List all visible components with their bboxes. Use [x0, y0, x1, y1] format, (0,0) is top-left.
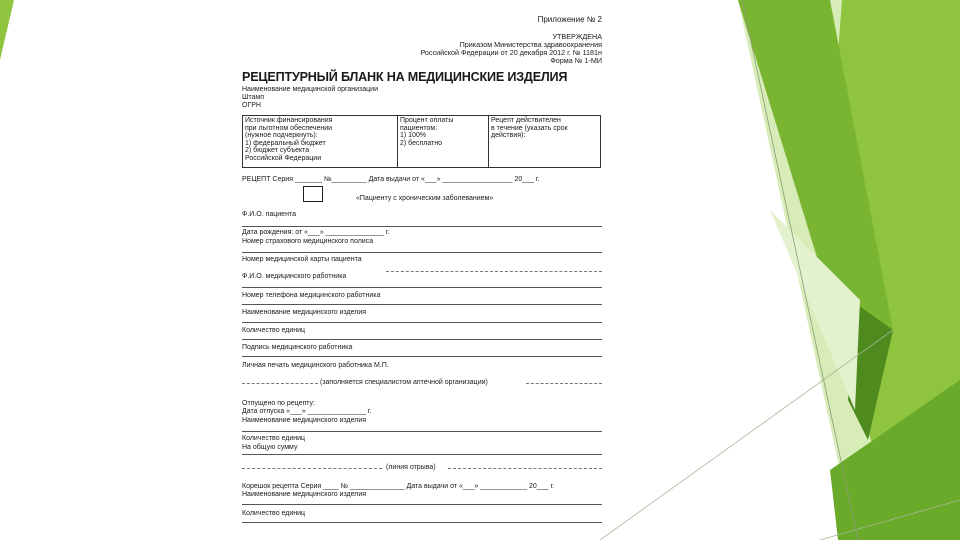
financing-source-cell	[243, 116, 398, 167]
stub-quantity-label: Количество единиц	[242, 510, 306, 517]
cell-line: Процент оплаты	[400, 117, 454, 124]
released-label: Отпущено по рецепту:	[242, 400, 315, 407]
cell-line: Источник финансирования	[245, 117, 333, 124]
payment-percent-cell	[398, 116, 489, 167]
stamp-label: Личная печать медицинского работника М.П.	[242, 362, 389, 369]
field-underline	[242, 356, 602, 357]
worker-name-label: Ф.И.О. медицинского работника	[242, 273, 347, 280]
dispense-date-label: Дата отпуска «___» _______________ г.	[242, 408, 372, 415]
cell-line: (нужное подчеркнуть):	[245, 132, 318, 140]
recipe-series-line: РЕЦЕПТ Серия _______ №_________ Дата выдачи от «___» __________________ 20___ г.	[242, 176, 540, 183]
quantity-label: Количество единиц	[242, 327, 306, 334]
form-number: Форма № 1-МИ	[550, 56, 602, 65]
cell-line: Рецепт действителен	[491, 117, 561, 124]
device-name-label: Наименование медицинского изделия	[242, 309, 367, 316]
cell-line: пациентом:	[400, 124, 438, 132]
order-line-2: Российской Федерации от 20 декабря 2012 г. № 1181н	[420, 48, 602, 57]
field-underline	[242, 454, 602, 455]
approved-label: УТВЕРЖДЕНА	[552, 32, 602, 41]
tear-line-right	[448, 468, 602, 469]
deco-left-sliver	[0, 0, 14, 60]
insurance-label: Номер страхового медицинского полиса	[242, 238, 374, 245]
field-underline	[242, 226, 602, 227]
dispense-quantity-label: Количество единиц	[242, 435, 306, 442]
org-line: ОГРН	[242, 102, 261, 110]
field-underline	[242, 431, 602, 432]
cell-line: 2) бюджет субъекта	[245, 147, 310, 155]
field-underline	[242, 339, 602, 340]
dashed-separator	[386, 271, 602, 272]
chronic-label: «Пациенту с хроническим заболеванием»	[356, 195, 494, 202]
dispense-total-label: На общую сумму	[242, 444, 298, 451]
cell-line: при льготном обеспечении	[245, 124, 333, 132]
stub-device-label: Наименование медицинского изделия	[242, 491, 367, 498]
cell-line: 2) бесплатно	[400, 139, 443, 147]
chronic-checkbox[interactable]	[303, 186, 323, 202]
field-underline	[242, 287, 602, 288]
financing-table	[242, 115, 601, 168]
tear-line-left	[242, 468, 382, 469]
field-underline	[242, 252, 602, 253]
prescription-form-document	[236, 0, 606, 540]
appendix-label: Приложение № 2	[537, 15, 602, 24]
card-number-label: Номер медицинской карты пациента	[242, 256, 362, 263]
field-underline	[242, 504, 602, 505]
stub-series-line: Корешок рецепта Серия ____ № ______________ Дата выдачи от «___» ____________ 20___ г.	[242, 483, 555, 490]
validity-cell	[489, 116, 600, 167]
patient-name-label: Ф.И.О. пациента	[242, 211, 296, 218]
organization-block	[242, 86, 378, 111]
org-line: Штамп	[242, 94, 265, 102]
tear-line-label: (линия отрыва)	[386, 464, 436, 471]
cell-line: действия):	[491, 132, 526, 140]
field-underline	[242, 304, 602, 305]
pharmacy-note: (заполняется специалистом аптечной организации)	[320, 379, 488, 386]
dashed-separator	[242, 383, 318, 384]
cell-line: Российской Федерации	[245, 154, 322, 162]
field-underline	[242, 322, 602, 323]
dispense-device-label: Наименование медицинского изделия	[242, 417, 367, 424]
cell-line: в течение (указать срок	[491, 124, 568, 132]
form-title: РЕЦЕПТУРНЫЙ БЛАНК НА МЕДИЦИНСКИЕ ИЗДЕЛИЯ	[242, 70, 568, 84]
cell-line: 1) 100%	[400, 132, 427, 140]
cell-line: 1) федеральный бюджет	[245, 139, 326, 147]
worker-phone-label: Номер телефона медицинского работника	[242, 292, 381, 299]
org-line: Наименование медицинской организации	[242, 86, 378, 93]
birth-date-label: Дата рождения: от «___» _______________ г.	[242, 229, 390, 236]
field-underline	[242, 522, 602, 523]
dashed-separator	[526, 383, 602, 384]
order-line-1: Приказом Министерства здравоохранения	[459, 40, 602, 49]
signature-label: Подпись медицинского работника	[242, 344, 353, 351]
